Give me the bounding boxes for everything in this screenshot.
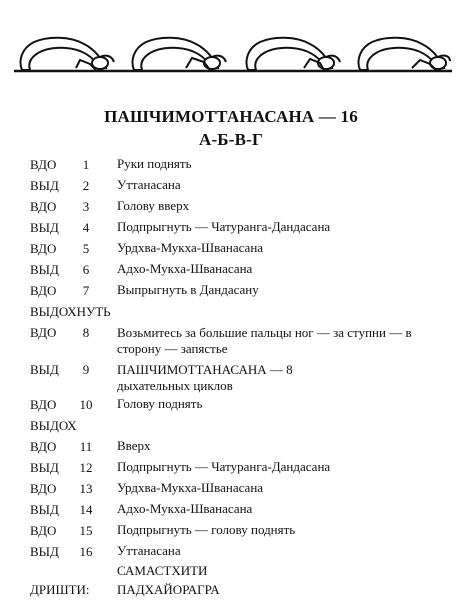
- breath-label: ВЫД: [30, 502, 59, 517]
- asana-title: ПАШЧИМОТТАНАСАНА — 16: [104, 107, 358, 126]
- pose-figures-banner: [0, 30, 462, 78]
- step-row: [0, 198, 462, 216]
- breath-label: ВЫД: [30, 220, 59, 235]
- breath-label: ВДО: [30, 199, 57, 214]
- step-number: 9: [82, 362, 90, 377]
- breath-label: ВДО: [30, 241, 57, 256]
- drishti-value: ПАДХАЙОРАГРА: [117, 582, 220, 597]
- step-number: 3: [82, 199, 90, 214]
- step-number: 2: [82, 178, 90, 193]
- samastithi-label: САМАСТХИТИ: [117, 563, 208, 578]
- step-text: Уттанасана: [117, 177, 181, 192]
- step-number: 1: [82, 157, 90, 172]
- breath-label: ВЫД: [30, 262, 59, 277]
- breath-label: ВЫД: [30, 362, 59, 377]
- step-number: 14: [79, 502, 93, 517]
- step-text: Уттанасана: [117, 543, 181, 558]
- step-number: 11: [79, 439, 93, 454]
- breath-label: ВДО: [30, 325, 57, 340]
- step-row: [0, 219, 462, 237]
- step-row: [0, 396, 462, 414]
- asana-subtitle: А-Б-В-Г: [198, 130, 264, 149]
- step-number: 4: [82, 220, 90, 235]
- step-row: [0, 282, 462, 300]
- step-text: Вверх: [117, 438, 151, 453]
- step-number: 8: [82, 325, 90, 340]
- step-text: Урдхва-Мукха-Шванасана: [117, 480, 264, 495]
- step-row: [0, 240, 462, 258]
- pose-figure-4: [359, 38, 451, 70]
- step-number: 10: [79, 397, 93, 412]
- step-row: [0, 261, 462, 279]
- step-row: [0, 501, 462, 519]
- breath-label: ВДО: [30, 397, 57, 412]
- step-row: [0, 177, 462, 195]
- drishti-label: ДРИШТИ:: [30, 582, 90, 597]
- step-row: [0, 543, 462, 561]
- step-text: Адхо-Мукха-Шванасана: [117, 501, 253, 516]
- step-text: Выпрыгнуть в Дандасану: [117, 282, 259, 297]
- breath-label: ВЫДОХНУТЬ: [30, 304, 111, 319]
- step-number: 13: [79, 481, 93, 496]
- step-row: [0, 480, 462, 498]
- breath-label: ВЫД: [30, 460, 59, 475]
- step-text: Урдхва-Мукха-Шванасана: [117, 240, 264, 255]
- step-row: [0, 522, 462, 540]
- step-row: [0, 324, 462, 358]
- step-number: 7: [82, 283, 90, 298]
- breath-label: ВДО: [30, 481, 57, 496]
- step-number: 16: [79, 544, 93, 559]
- step-text: Адхо-Мукха-Шванасана: [117, 261, 253, 276]
- pose-figure-1: [21, 38, 115, 70]
- step-text: Подпрыгнуть — Чатуранга-Дандасана: [117, 459, 331, 474]
- breath-label: ВЫД: [30, 544, 59, 559]
- step-text: Подпрыгнуть — Чатуранга-Дандасана: [117, 219, 331, 234]
- step-row: [0, 303, 462, 321]
- step-text: ПАШЧИМОТТАНАСАНА — 8 дыхательных циклов: [117, 362, 293, 393]
- step-number: 5: [82, 241, 90, 256]
- breath-label: ВЫДОХ: [30, 418, 77, 433]
- pose-figure-2: [133, 38, 227, 70]
- step-text: Руки поднять: [117, 156, 192, 171]
- step-row: [0, 438, 462, 456]
- breath-label: ВЫД: [30, 178, 59, 193]
- step-text: Возьмитесь за большие пальцы ног — за ступни — в сторону — запястье: [117, 325, 412, 356]
- step-row: [0, 361, 462, 395]
- step-row: [0, 459, 462, 477]
- step-row: [0, 156, 462, 174]
- pose-figure-3: [247, 38, 341, 70]
- breath-label: ВДО: [30, 439, 57, 454]
- step-row: [0, 417, 462, 435]
- step-text: Голову вверх: [117, 198, 190, 213]
- breath-label: ВДО: [30, 523, 57, 538]
- step-text: Голову поднять: [117, 396, 203, 411]
- step-text: Подпрыгнуть — голову поднять: [117, 522, 296, 537]
- breath-label: ВДО: [30, 283, 57, 298]
- breath-label: ВДО: [30, 157, 57, 172]
- step-number: 12: [79, 460, 93, 475]
- step-number: 15: [79, 523, 93, 538]
- step-number: 6: [82, 262, 90, 277]
